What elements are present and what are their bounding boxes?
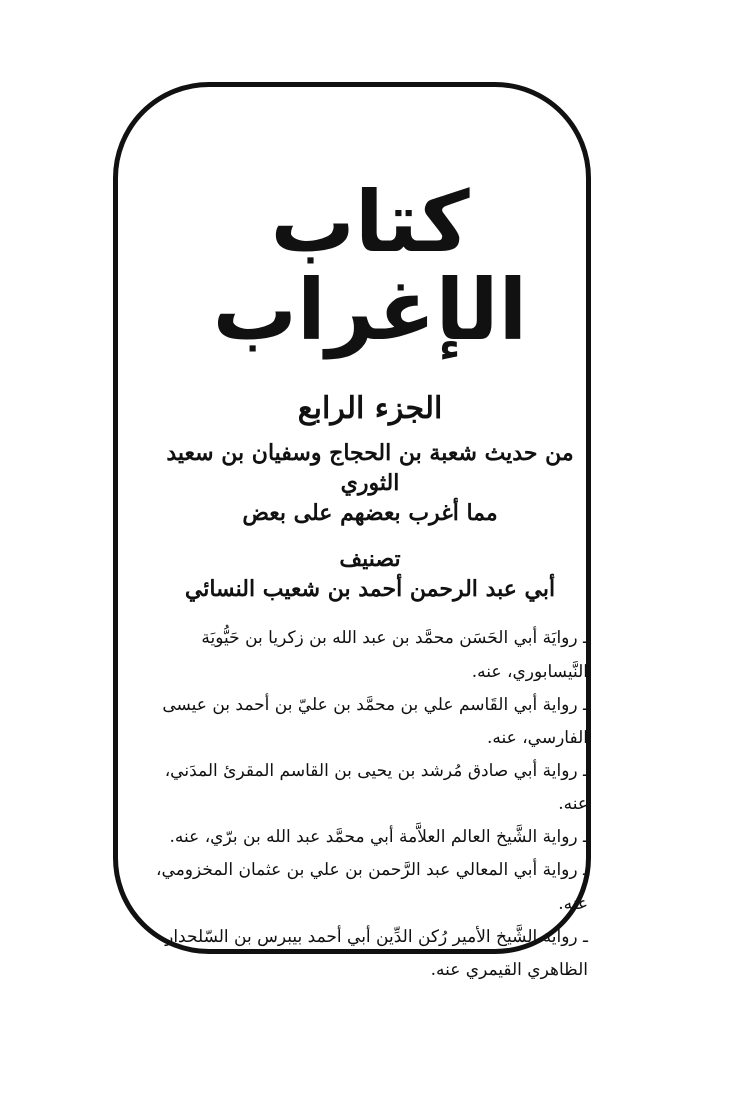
author-name: أبي عبد الرحمن أحمد بن شعيب النسائي	[184, 576, 556, 603]
narration-item: ـ رواية الشَّيخ الأمير رُكن الدِّين أبي أحمد بيبرس بن السّلحدار الظاهري القيمري عنه.	[165, 926, 588, 980]
subtitle-line-2: مما أغرب بعضهم على بعض	[242, 499, 498, 526]
narrations-list	[140, 622, 600, 987]
book-title: كتاب الإغراب	[212, 173, 528, 360]
narration-item: ـ رواية أبي صادق مُرشد بن يحيى بن القاسم المقرئ المدَني، عنه.	[164, 761, 588, 815]
author-label: تصنيف	[339, 546, 401, 573]
title-page	[140, 170, 600, 987]
part-number: الجزء الرابع	[297, 391, 443, 427]
narration-item: ـ رواية أبي المعالي عبد الرَّحمن بن علي بن عثمان المخزومي، عنه.	[156, 860, 588, 914]
narration-item: ـ رواية الشَّيخ العالم العلاَّمة أبي محمَّد عبد الله بن برّي، عنه.	[169, 827, 588, 848]
narration-item: ـ رواية أبي القَاسم علي بن محمَّد بن عليّ بن أحمد بن عيسى الفارسي، عنه.	[162, 694, 588, 748]
narration-item: ـ روايَة أبي الحَسَن محمَّد بن عبد الله بن زكريا بن حَيُّويَة النَّيسابوري، عنه.	[201, 628, 588, 682]
subtitle-line-1: من حديث شعبة بن الحجاج وسفيان بن سعيد الثوري	[166, 440, 574, 497]
